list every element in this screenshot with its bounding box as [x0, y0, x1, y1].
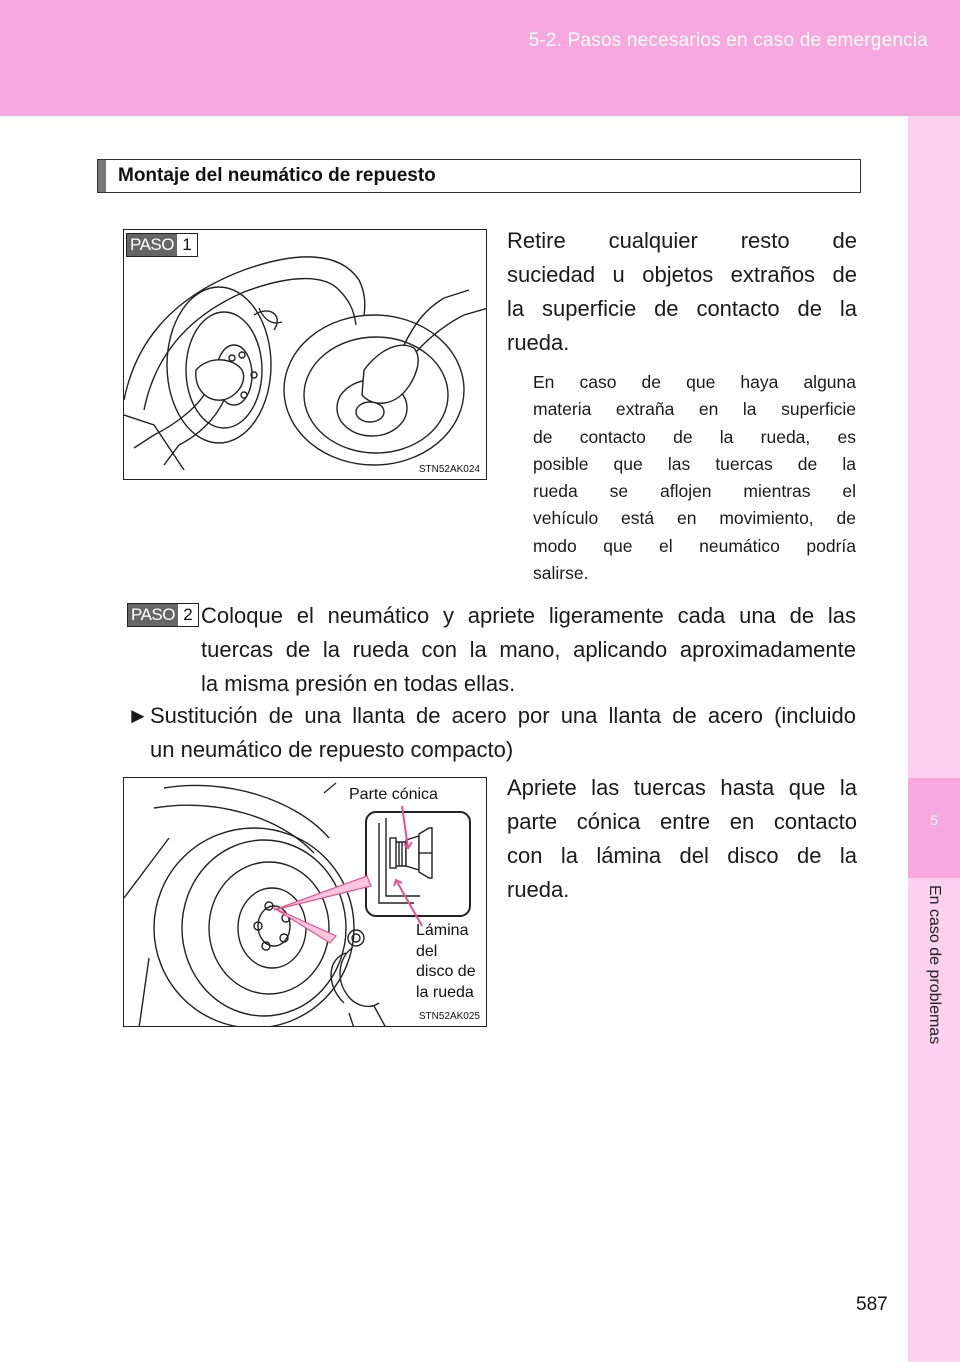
- figure-tighten-nuts: [123, 777, 487, 1027]
- step-badge-number: 1: [177, 234, 197, 256]
- subsection-line: un neumático de repuesto compacto): [150, 737, 514, 762]
- label-cone-part: Parte cónica: [349, 786, 438, 803]
- step-1-instruction: [507, 224, 857, 360]
- side-tab-number: 5: [930, 812, 938, 828]
- figure-code: STN52AK025: [418, 1011, 480, 1022]
- step-1-line: Retire cualquier resto de: [507, 228, 857, 253]
- side-tab-background: [908, 116, 960, 1362]
- step-1-line: la superficie de contacto de la: [507, 296, 857, 321]
- figure-clean-contact-surface: [123, 229, 487, 480]
- step-badge-word: PASO: [128, 604, 178, 626]
- step-2-line: la misma presión en todas ellas.: [201, 671, 516, 696]
- step-2-line: tuercas de la rueda con la mano, aplicando aproximadamente: [201, 637, 856, 662]
- detail-line: rueda.: [507, 877, 570, 902]
- step-badge-number: 2: [178, 604, 198, 626]
- side-tab-label: En caso de problemas: [926, 885, 943, 1045]
- label-line: la rueda: [416, 983, 474, 1001]
- subsection-line: Sustitución de una llanta de acero por una llanta de acero (incluido: [150, 703, 856, 728]
- detail-line: Apriete las tuercas hasta que la: [507, 775, 857, 800]
- header-band: [0, 0, 960, 116]
- detail-line: con la lámina del disco de la: [507, 843, 857, 868]
- step-2-detail: [507, 771, 857, 907]
- step-2-line: Coloque el neumático y apriete ligeramente cada una de las: [201, 603, 856, 628]
- figure-code: STN52AK024: [418, 464, 480, 475]
- note-line: modo que el neumático podría: [533, 535, 856, 556]
- running-header: 5-2. Pasos necesarios en caso de emergencia: [528, 30, 928, 51]
- step-1-note: [533, 369, 856, 587]
- step-badge-word: PASO: [127, 234, 177, 256]
- note-line: de contacto de la rueda, es: [533, 426, 856, 447]
- label-line: Lámina: [416, 922, 469, 939]
- cleaning-illustration: [124, 230, 487, 480]
- label-line: del: [416, 942, 438, 960]
- step-1-line: suciedad u objetos extraños de: [507, 262, 857, 287]
- step-2-instruction: [201, 599, 856, 701]
- note-line: rueda se aflojen mientras el: [533, 481, 856, 502]
- subsection-marker: ►: [127, 703, 149, 728]
- step-1-badge: [126, 233, 198, 257]
- page-number: 587: [856, 1294, 888, 1315]
- note-line: materia extraña en la superficie: [533, 399, 856, 420]
- label-line: disco de: [416, 963, 476, 980]
- label-disc-plate: [416, 921, 476, 1003]
- section-title: Montaje del neumático de repuesto: [118, 165, 436, 186]
- subsection-heading: [150, 699, 856, 767]
- note-line: En caso de que haya alguna: [533, 372, 856, 392]
- note-line: salirse.: [533, 563, 589, 584]
- detail-line: parte cónica entre en contacto: [507, 809, 857, 834]
- side-tab-chapter-marker: [908, 778, 960, 878]
- section-heading-bar: [98, 160, 106, 192]
- section-heading-box: [97, 159, 861, 193]
- step-2-badge: [127, 603, 199, 627]
- step-1-line: rueda.: [507, 330, 570, 355]
- note-line: posible que las tuercas de la: [533, 453, 856, 474]
- note-line: vehículo está en movimiento, de: [533, 508, 856, 529]
